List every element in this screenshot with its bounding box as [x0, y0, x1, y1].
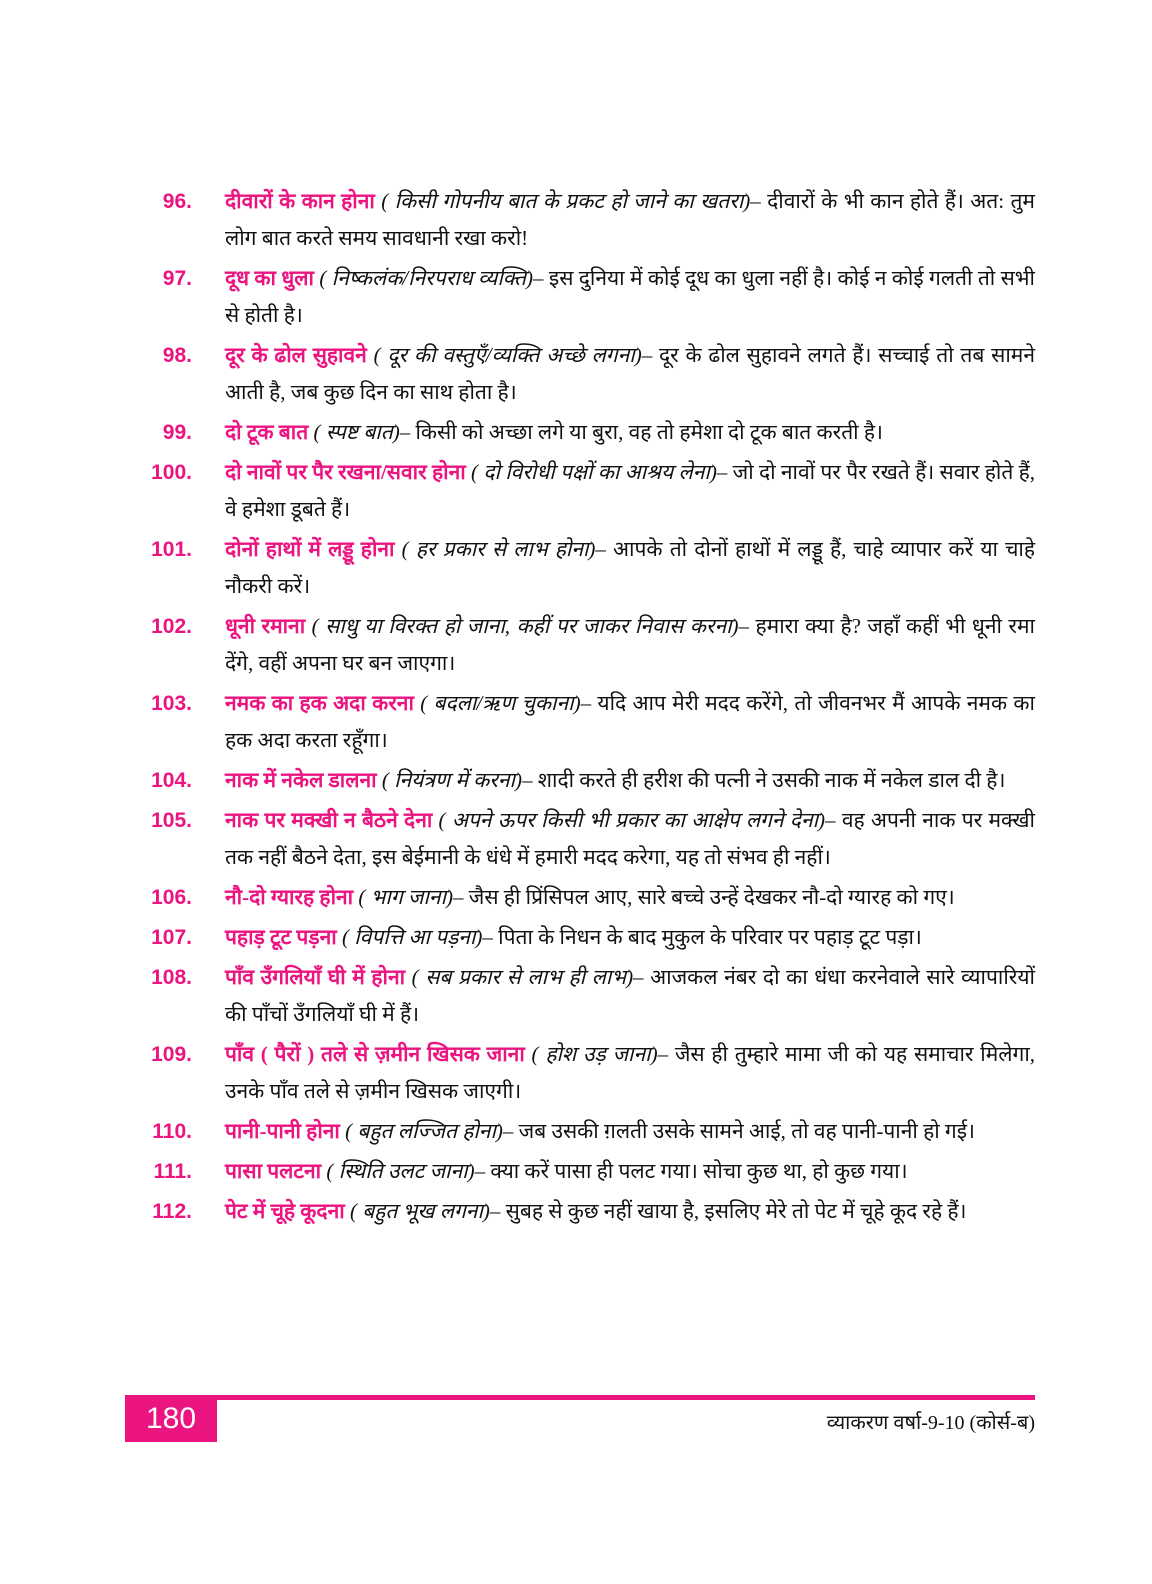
idiom-entry — [140, 919, 1035, 956]
idiom-entry — [140, 260, 1035, 334]
idiom-entry — [140, 959, 1035, 1033]
close-paren-dash: )– — [650, 1042, 675, 1066]
idiom-entry — [140, 685, 1035, 759]
page-number: 180 — [145, 1401, 197, 1435]
open-paren: ( — [344, 1199, 363, 1223]
idiom-meaning: भाग जाना — [370, 885, 447, 909]
idiom-headword: नौ-दो ग्यारह होना — [225, 885, 354, 909]
close-paren-dash: )– — [514, 768, 538, 792]
entry-number: 104. — [151, 769, 192, 792]
entry-text — [225, 183, 1035, 257]
idiom-entry — [140, 762, 1035, 799]
idiom-headword: दो नावों पर पैर रखना/सवार होना — [225, 460, 466, 484]
entry-text — [225, 260, 1035, 334]
idiom-headword: पासा पलटना — [225, 1159, 322, 1183]
idiom-example: जो दो नावों पर पैर रखते हैं। सवार होते हैं, वे हमेशा डूबते हैं। — [225, 460, 1036, 521]
idiom-headword: दूध का धुला — [225, 266, 314, 290]
idiom-entry — [140, 1036, 1035, 1110]
entry-number: 108. — [151, 966, 192, 989]
idiom-example: हमारा क्या है? जहाँ कहीं भी धूनी रमा देंगे, वहीं अपना घर बन जाएगा। — [225, 614, 1035, 675]
entry-text — [225, 1113, 1035, 1150]
close-paren-dash: )– — [475, 925, 499, 949]
page-number-badge — [125, 1395, 217, 1442]
footer-divider-line — [125, 1395, 1035, 1400]
entry-number: 111. — [153, 1160, 192, 1183]
close-paren-dash: )– — [495, 1119, 519, 1143]
idiom-entry — [140, 1113, 1035, 1150]
idiom-example: सुबह से कुछ नहीं खाया है, इसलिए मेरे तो पेट में चूहे कूद रहे हैं। — [505, 1199, 967, 1223]
idiom-example: पिता के निधन के बाद मुकुल के परिवार पर पहाड़ टूट पड़ा। — [498, 925, 922, 949]
idiom-example: आपके तो दोनों हाथों में लड्डू हैं, चाहे व्यापार करें या चाहे नौकरी करें। — [225, 537, 1035, 598]
idiom-example: दीवारों के भी कान होते हैं। अत: तुम लोग बात करते समय सावधानी रखा करो! — [225, 189, 1035, 250]
close-paren-dash: )– — [446, 885, 469, 909]
idiom-headword: दीवारों के कान होना — [225, 189, 375, 213]
close-paren-dash: )– — [743, 189, 768, 213]
close-paren-dash: )– — [634, 343, 659, 367]
close-paren-dash: )– — [573, 691, 598, 715]
entry-number: 107. — [151, 926, 192, 949]
open-paren: ( — [394, 537, 416, 561]
idiom-headword: पेट में चूहे कूदना — [225, 1199, 345, 1223]
idiom-meaning: स्पष्ट बात — [325, 420, 393, 444]
open-paren: ( — [374, 189, 395, 213]
open-paren: ( — [405, 965, 426, 989]
close-paren-dash: )– — [709, 460, 733, 484]
entry-text — [225, 762, 1035, 799]
entry-text — [225, 337, 1035, 411]
idiom-example: शादी करते ही हरीश की पत्नी ने उसकी नाक में नकेल डाल दी है। — [537, 768, 1006, 792]
idiom-list — [140, 183, 1035, 1233]
idiom-headword: दूर के ढोल सुहावने — [225, 343, 367, 367]
idiom-example: यदि आप मेरी मदद करेंगे, तो जीवनभर मैं आपके नमक का हक अदा करता रहूँगा। — [225, 691, 1035, 752]
open-paren: ( — [308, 420, 326, 444]
idiom-headword: पहाड़ टूट पड़ना — [225, 925, 337, 949]
idiom-meaning: दूर की वस्तुएँ/व्यक्ति अच्छे लगना — [387, 343, 635, 367]
idiom-meaning: नियंत्रण में करना — [394, 768, 515, 792]
entry-number: 100. — [151, 461, 192, 484]
entry-number: 102. — [151, 615, 192, 638]
open-paren: ( — [432, 808, 452, 832]
open-paren: ( — [524, 1042, 546, 1066]
idiom-entry — [140, 337, 1035, 411]
idiom-meaning: होश उड़ जाना — [545, 1042, 651, 1066]
open-paren: ( — [305, 614, 326, 638]
page-footer — [125, 1395, 1035, 1455]
idiom-headword: दोनों हाथों में लड्डू होना — [225, 537, 395, 561]
idiom-example: दूर के ढोल सुहावने लगते हैं। सच्चाई तो तब सामने आती है, जब कुछ दिन का साथ होता है। — [225, 343, 1035, 404]
idiom-headword: नाक पर मक्खी न बैठने देना — [225, 808, 433, 832]
close-paren-dash: )– — [467, 1159, 491, 1183]
close-paren-dash: )– — [626, 965, 651, 989]
open-paren: ( — [339, 1119, 358, 1143]
idiom-headword: नाक में नकेल डालना — [225, 768, 377, 792]
entry-text — [225, 1036, 1035, 1110]
close-paren-dash: )– — [588, 537, 614, 561]
idiom-meaning: साधु या विरक्त हो जाना, कहीं पर जाकर निवास करना — [325, 614, 732, 638]
open-paren: ( — [413, 691, 434, 715]
idiom-headword: धूनी रमाना — [225, 614, 306, 638]
entry-text — [225, 454, 1035, 528]
entry-number: 101. — [151, 538, 192, 561]
entry-text — [225, 879, 1035, 916]
idiom-meaning: किसी गोपनीय बात के प्रकट हो जाने का खतरा — [394, 189, 744, 213]
idiom-meaning: बदला/ऋण चुकाना — [433, 691, 574, 715]
entry-number: 112. — [152, 1200, 192, 1223]
idiom-headword: पानी-पानी होना — [225, 1119, 340, 1143]
idiom-entry — [140, 1193, 1035, 1230]
idiom-example: क्या करें पासा ही पलट गया। सोचा कुछ था, हो कुछ गया। — [490, 1159, 908, 1183]
entry-number: 106. — [151, 886, 192, 909]
idiom-example: इस दुनिया में कोई दूध का धुला नहीं है। कोई न कोई गलती तो सभी से होती है। — [225, 266, 1035, 327]
entry-number: 98. — [162, 344, 192, 367]
entry-number: 96. — [162, 190, 192, 213]
idiom-meaning: निष्कलंक/निरपराध व्यक्ति — [331, 266, 527, 290]
idiom-meaning: दो विरोधी पक्षों का आश्रय लेना — [483, 460, 710, 484]
entry-number: 97. — [162, 267, 192, 290]
idiom-example: वह अपनी नाक पर मक्खी तक नहीं बैठने देता, इस बेईमानी के धंधे में हमारी मदद करेगा, यह तो संभव ही नहीं। — [225, 808, 1035, 869]
idiom-headword: पाँव उँगलियाँ घी में होना — [225, 965, 406, 989]
idiom-headword: दो टूक बात — [225, 420, 309, 444]
entry-text — [225, 608, 1035, 682]
open-paren: ( — [376, 768, 395, 792]
open-paren: ( — [336, 925, 355, 949]
idiom-entry — [140, 608, 1035, 682]
idiom-meaning: सब प्रकार से लाभ ही लाभ — [425, 965, 627, 989]
idiom-entry — [140, 454, 1035, 528]
entry-number: 110. — [152, 1120, 192, 1143]
open-paren: ( — [465, 460, 484, 484]
open-paren: ( — [353, 885, 371, 909]
open-paren: ( — [321, 1159, 339, 1183]
open-paren: ( — [313, 266, 332, 290]
idiom-example: जब उसकी ग़लती उसके सामने आई, तो वह पानी-पानी हो गई। — [518, 1119, 976, 1143]
idiom-example: आजकल नंबर दो का धंधा करनेवाले सारे व्यापारियों की पाँचों उँगलियाँ घी में हैं। — [225, 965, 1035, 1026]
entry-text — [225, 531, 1035, 605]
entry-text — [225, 685, 1035, 759]
close-paren-dash: )– — [818, 808, 842, 832]
idiom-meaning: बहुत लज्जित होना — [357, 1119, 496, 1143]
open-paren: ( — [366, 343, 388, 367]
idiom-example: जैस ही तुम्हारे मामा जी को यह समाचार मिलेगा, उनके पाँव तले से ज़मीन खिसक जाएगी। — [225, 1042, 1036, 1103]
close-paren-dash: )– — [392, 420, 416, 444]
entry-text — [225, 959, 1035, 1033]
idiom-meaning: अपने ऊपर किसी भी प्रकार का आक्षेप लगने देना — [451, 808, 819, 832]
idiom-entry — [140, 531, 1035, 605]
entry-text — [225, 414, 1035, 451]
idiom-meaning: विपत्ति आ पड़ना — [354, 925, 476, 949]
idiom-example: किसी को अच्छा लगे या बुरा, वह तो हमेशा दो टूक बात करती है। — [415, 420, 883, 444]
idiom-headword: नमक का हक अदा करना — [225, 691, 414, 715]
entry-text — [225, 802, 1035, 876]
close-paren-dash: )– — [482, 1199, 506, 1223]
idiom-entry — [140, 183, 1035, 257]
entry-text — [225, 1193, 1035, 1230]
book-title: व्याकरण वर्षा-9-10 (कोर्स-ब) — [826, 1412, 1035, 1434]
close-paren-dash: )– — [526, 266, 549, 290]
idiom-entry — [140, 802, 1035, 876]
idiom-entry — [140, 414, 1035, 451]
close-paren-dash: )– — [731, 614, 756, 638]
idiom-meaning: हर प्रकार से लाभ होना — [415, 537, 589, 561]
entry-text — [225, 919, 1035, 956]
entry-text — [225, 1153, 1035, 1190]
idiom-meaning: बहुत भूख लगना — [362, 1199, 483, 1223]
entry-number: 109. — [151, 1043, 192, 1066]
entry-number: 103. — [151, 692, 192, 715]
entry-number: 99. — [162, 421, 192, 444]
idiom-example: जैस ही प्रिंसिपल आए, सारे बच्चे उन्हें देखकर नौ-दो ग्यारह को गए। — [468, 885, 955, 909]
entry-number: 105. — [151, 809, 192, 832]
idiom-entry — [140, 1153, 1035, 1190]
idiom-entry — [140, 879, 1035, 916]
idiom-headword: पाँव ( पैरों ) तले से ज़मीन खिसक जाना — [225, 1042, 525, 1066]
idiom-meaning: स्थिति उलट जाना — [338, 1159, 468, 1183]
